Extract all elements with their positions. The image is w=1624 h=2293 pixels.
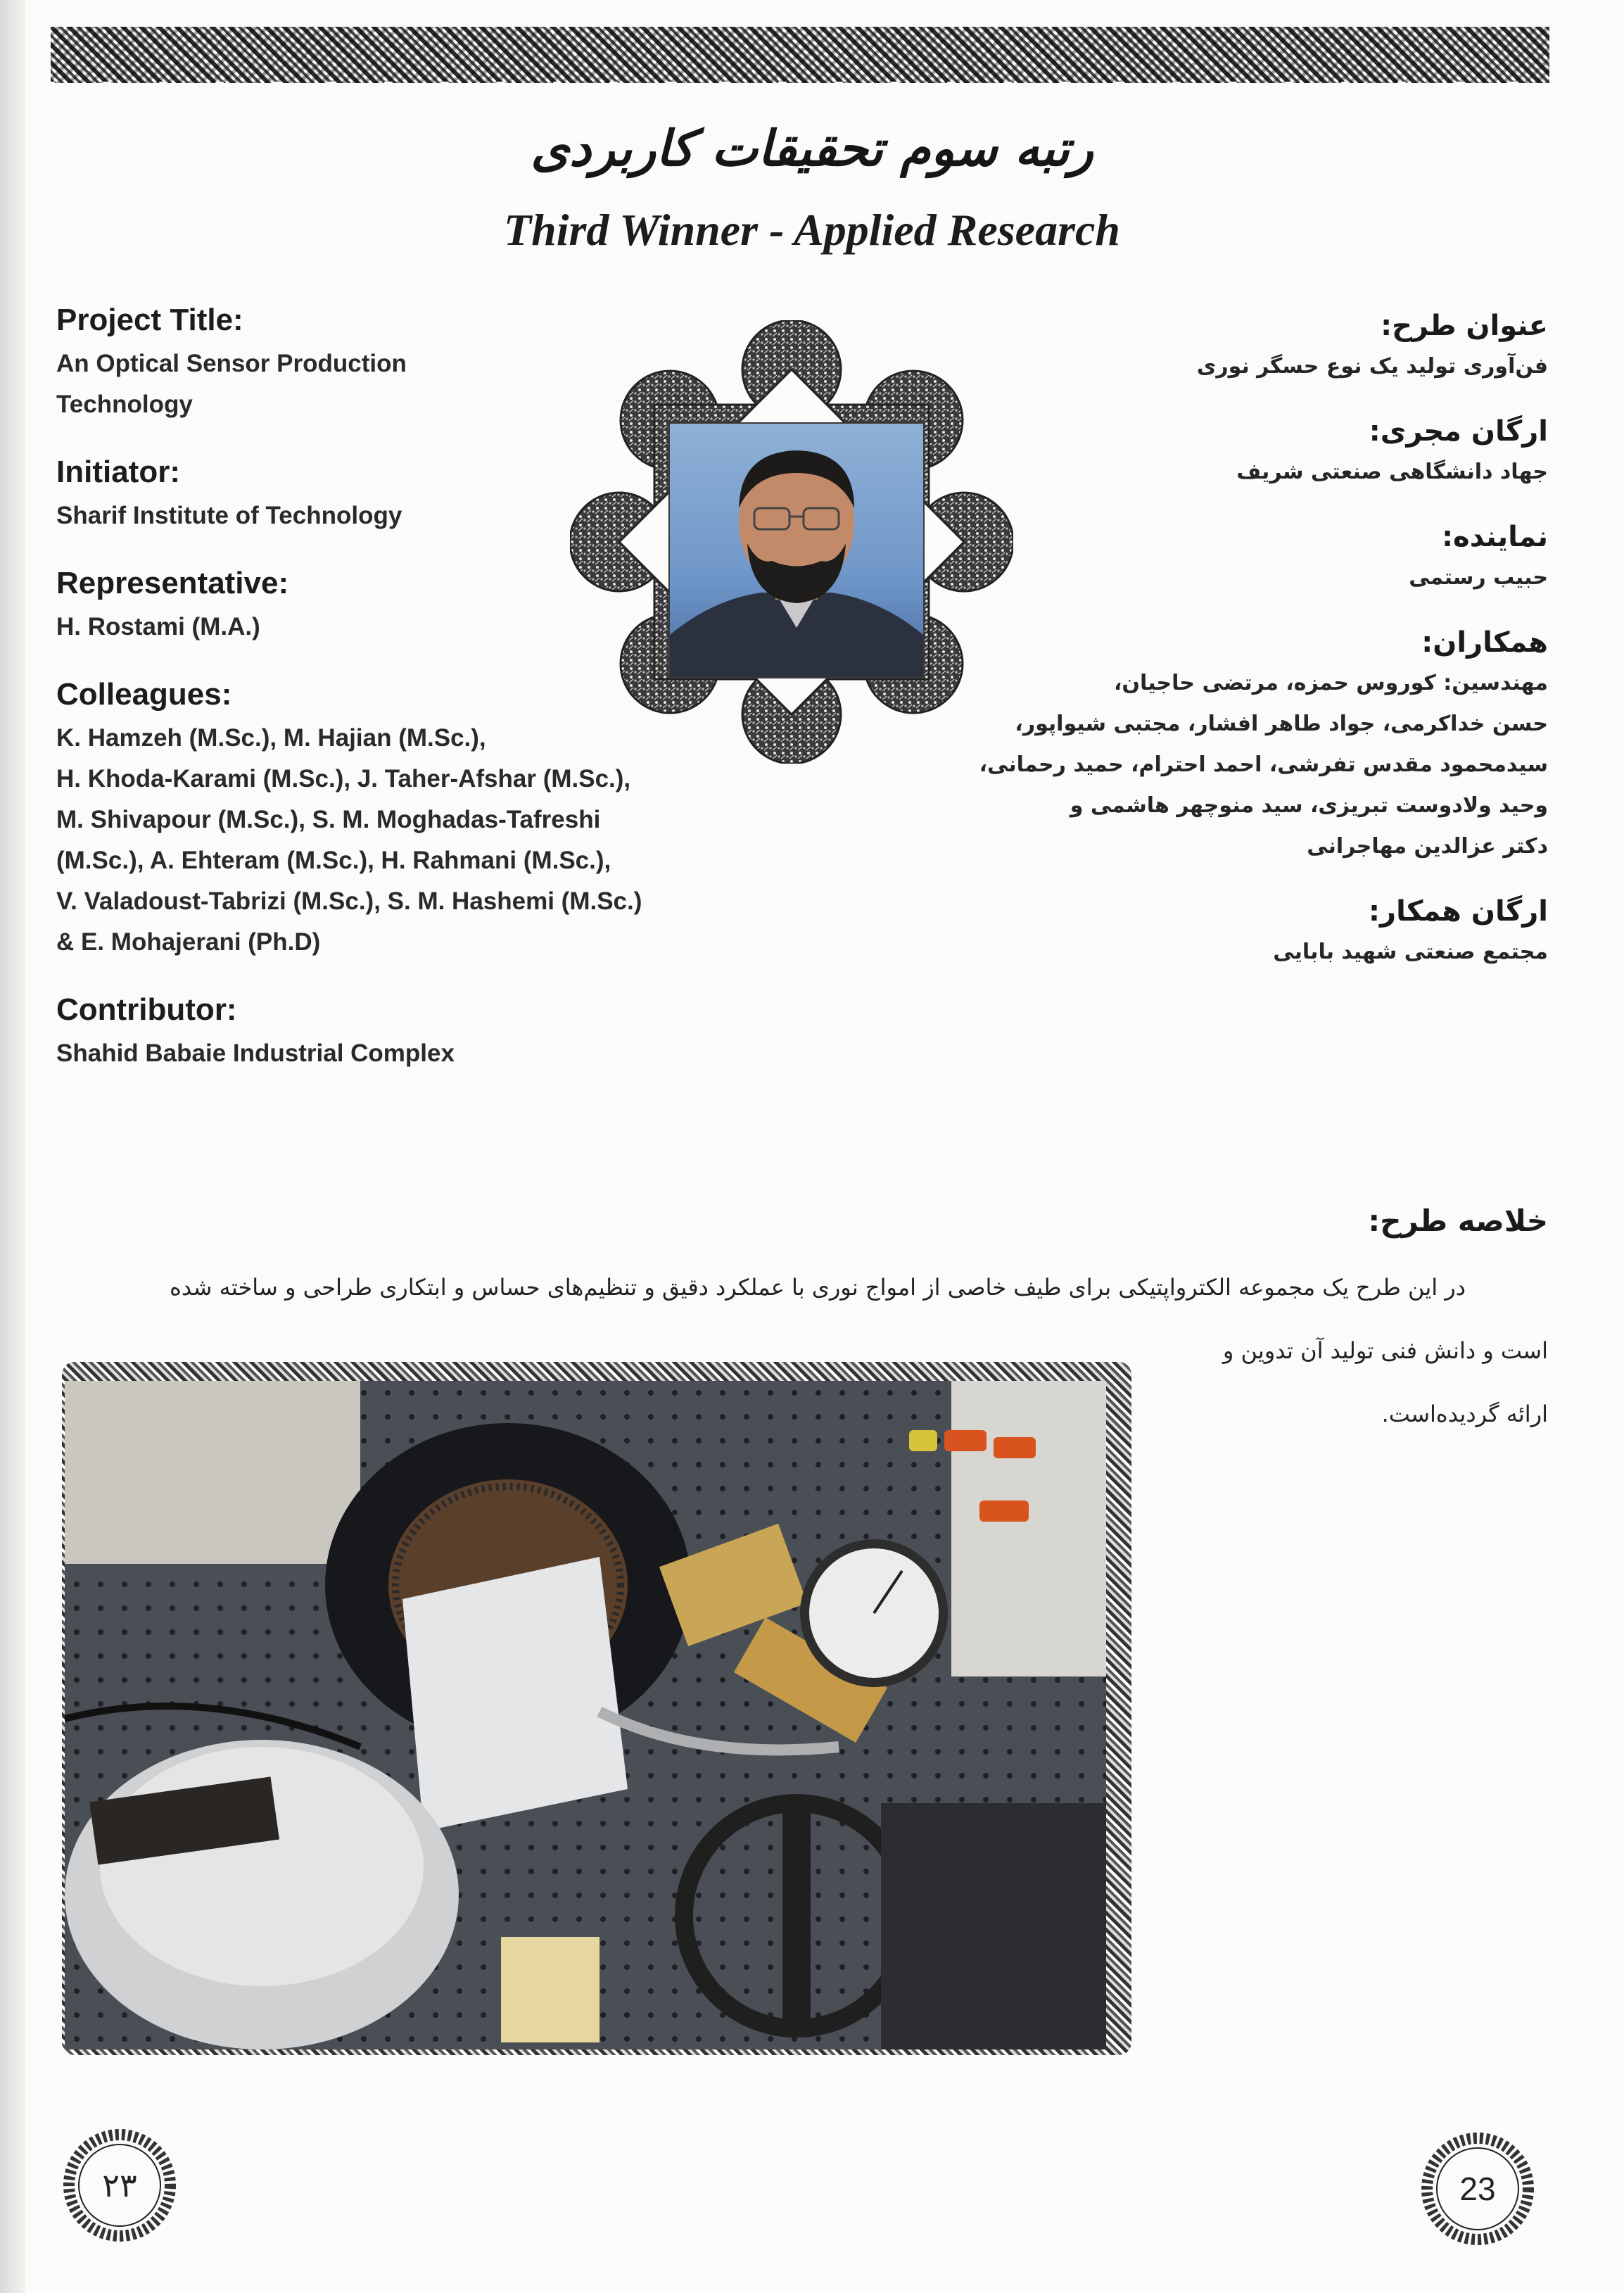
fa-colleagues-label: همکاران: (1421, 626, 1548, 659)
fa-representative-section (915, 521, 1548, 598)
fa-representative-label: نماینده: (1442, 521, 1548, 553)
page-edge-shadow (0, 0, 25, 2293)
representative-label: Representative: (56, 566, 289, 600)
fa-representative-value: حبیب رستمی (1409, 565, 1548, 590)
title-english: Third Winner - Applied Research (504, 205, 1120, 255)
summary-text-line3: ارائه گردیده‌است. (1381, 1401, 1548, 1427)
fa-contributor-label: ارگان همکار: (1369, 895, 1548, 928)
fa-colleagues-value: مهندسین: کوروس حمزه، مرتضی حاجیان، حسن خداکرمی، جواد طاهر افشار، مجتبی شیواپور، سیدمحمود مقدس تفرشی، احمد احترام، حمید رحمانی، وحید ولادوست تبریزی، سید منوچهر هاشمی و دکتر عزالدین مهاجرانی (979, 671, 1548, 859)
fa-project-title-label: عنوان طرح: (1381, 310, 1548, 342)
page-number-badge-english (1411, 2122, 1544, 2256)
decorative-top-border (51, 27, 1549, 83)
project-title-label: Project Title: (56, 303, 243, 337)
fa-project-title-section (915, 310, 1548, 387)
fa-colleagues-section (915, 626, 1548, 867)
representative-value: H. Rostami (M.A.) (56, 613, 260, 640)
colleagues-value: K. Hamzeh (M.Sc.), M. Hajian (M.Sc.), H. Khoda-Karami (M.Sc.), J. Taher-Afshar (M.Sc.), M. Shivapour (M.Sc.), S. M. Moghadas-Tafreshi (M.Sc.), A. Ehteram (M.Sc.), H. Rahmani (M.Sc.), V. Valadoust-Tabrizi (M.Sc.), S. M. Hashemi (M.Sc.) & E. Mohajerani (Ph.D) (56, 724, 642, 956)
summary-text-line1: در این طرح یک مجموعه الکترواپتیکی برای طیف خاصی از امواج نوری با عملکرد دقیق و تنظیم‌های حساس و ابتکاری طراحی و ساخته شده (170, 1274, 1466, 1301)
contributor-label: Contributor: (56, 992, 237, 1027)
fa-project-title-value: فن‌آوری تولید یک نوع حسگر نوری (1196, 354, 1548, 379)
fa-initiator-section (915, 415, 1548, 493)
fa-initiator-value: جهاد دانشگاهی صنعتی شریف (1236, 460, 1548, 484)
colleagues-label: Colleagues: (56, 677, 232, 712)
contributor-section (56, 992, 732, 1074)
optical-sensor-equipment-photo (65, 1381, 1106, 2049)
summary-text-line2: است و دانش فنی تولید آن تدوین و (1222, 1337, 1548, 1364)
initiator-value: Sharif Institute of Technology (56, 502, 402, 529)
summary-label: خلاصه طرح: (1368, 1204, 1548, 1238)
project-title-value: An Optical Sensor Production Technology (56, 350, 407, 418)
page-number-english: 23 (1459, 2171, 1496, 2207)
fa-initiator-label: ارگان مجری: (1369, 415, 1548, 448)
contributor-value: Shahid Babaie Industrial Complex (56, 1040, 455, 1067)
page-number-persian: ۲۳ (102, 2167, 137, 2204)
representative-portrait (668, 422, 925, 678)
fa-contributor-section (915, 895, 1548, 973)
page-number-badge-persian (53, 2118, 186, 2252)
persian-details (915, 310, 1548, 1001)
initiator-label: Initiator: (56, 455, 180, 489)
fa-contributor-value: مجتمع صنعتی شهید بابایی (1273, 940, 1548, 964)
title-persian: رتبه سوم تحقیقات کاربردی (531, 120, 1093, 177)
